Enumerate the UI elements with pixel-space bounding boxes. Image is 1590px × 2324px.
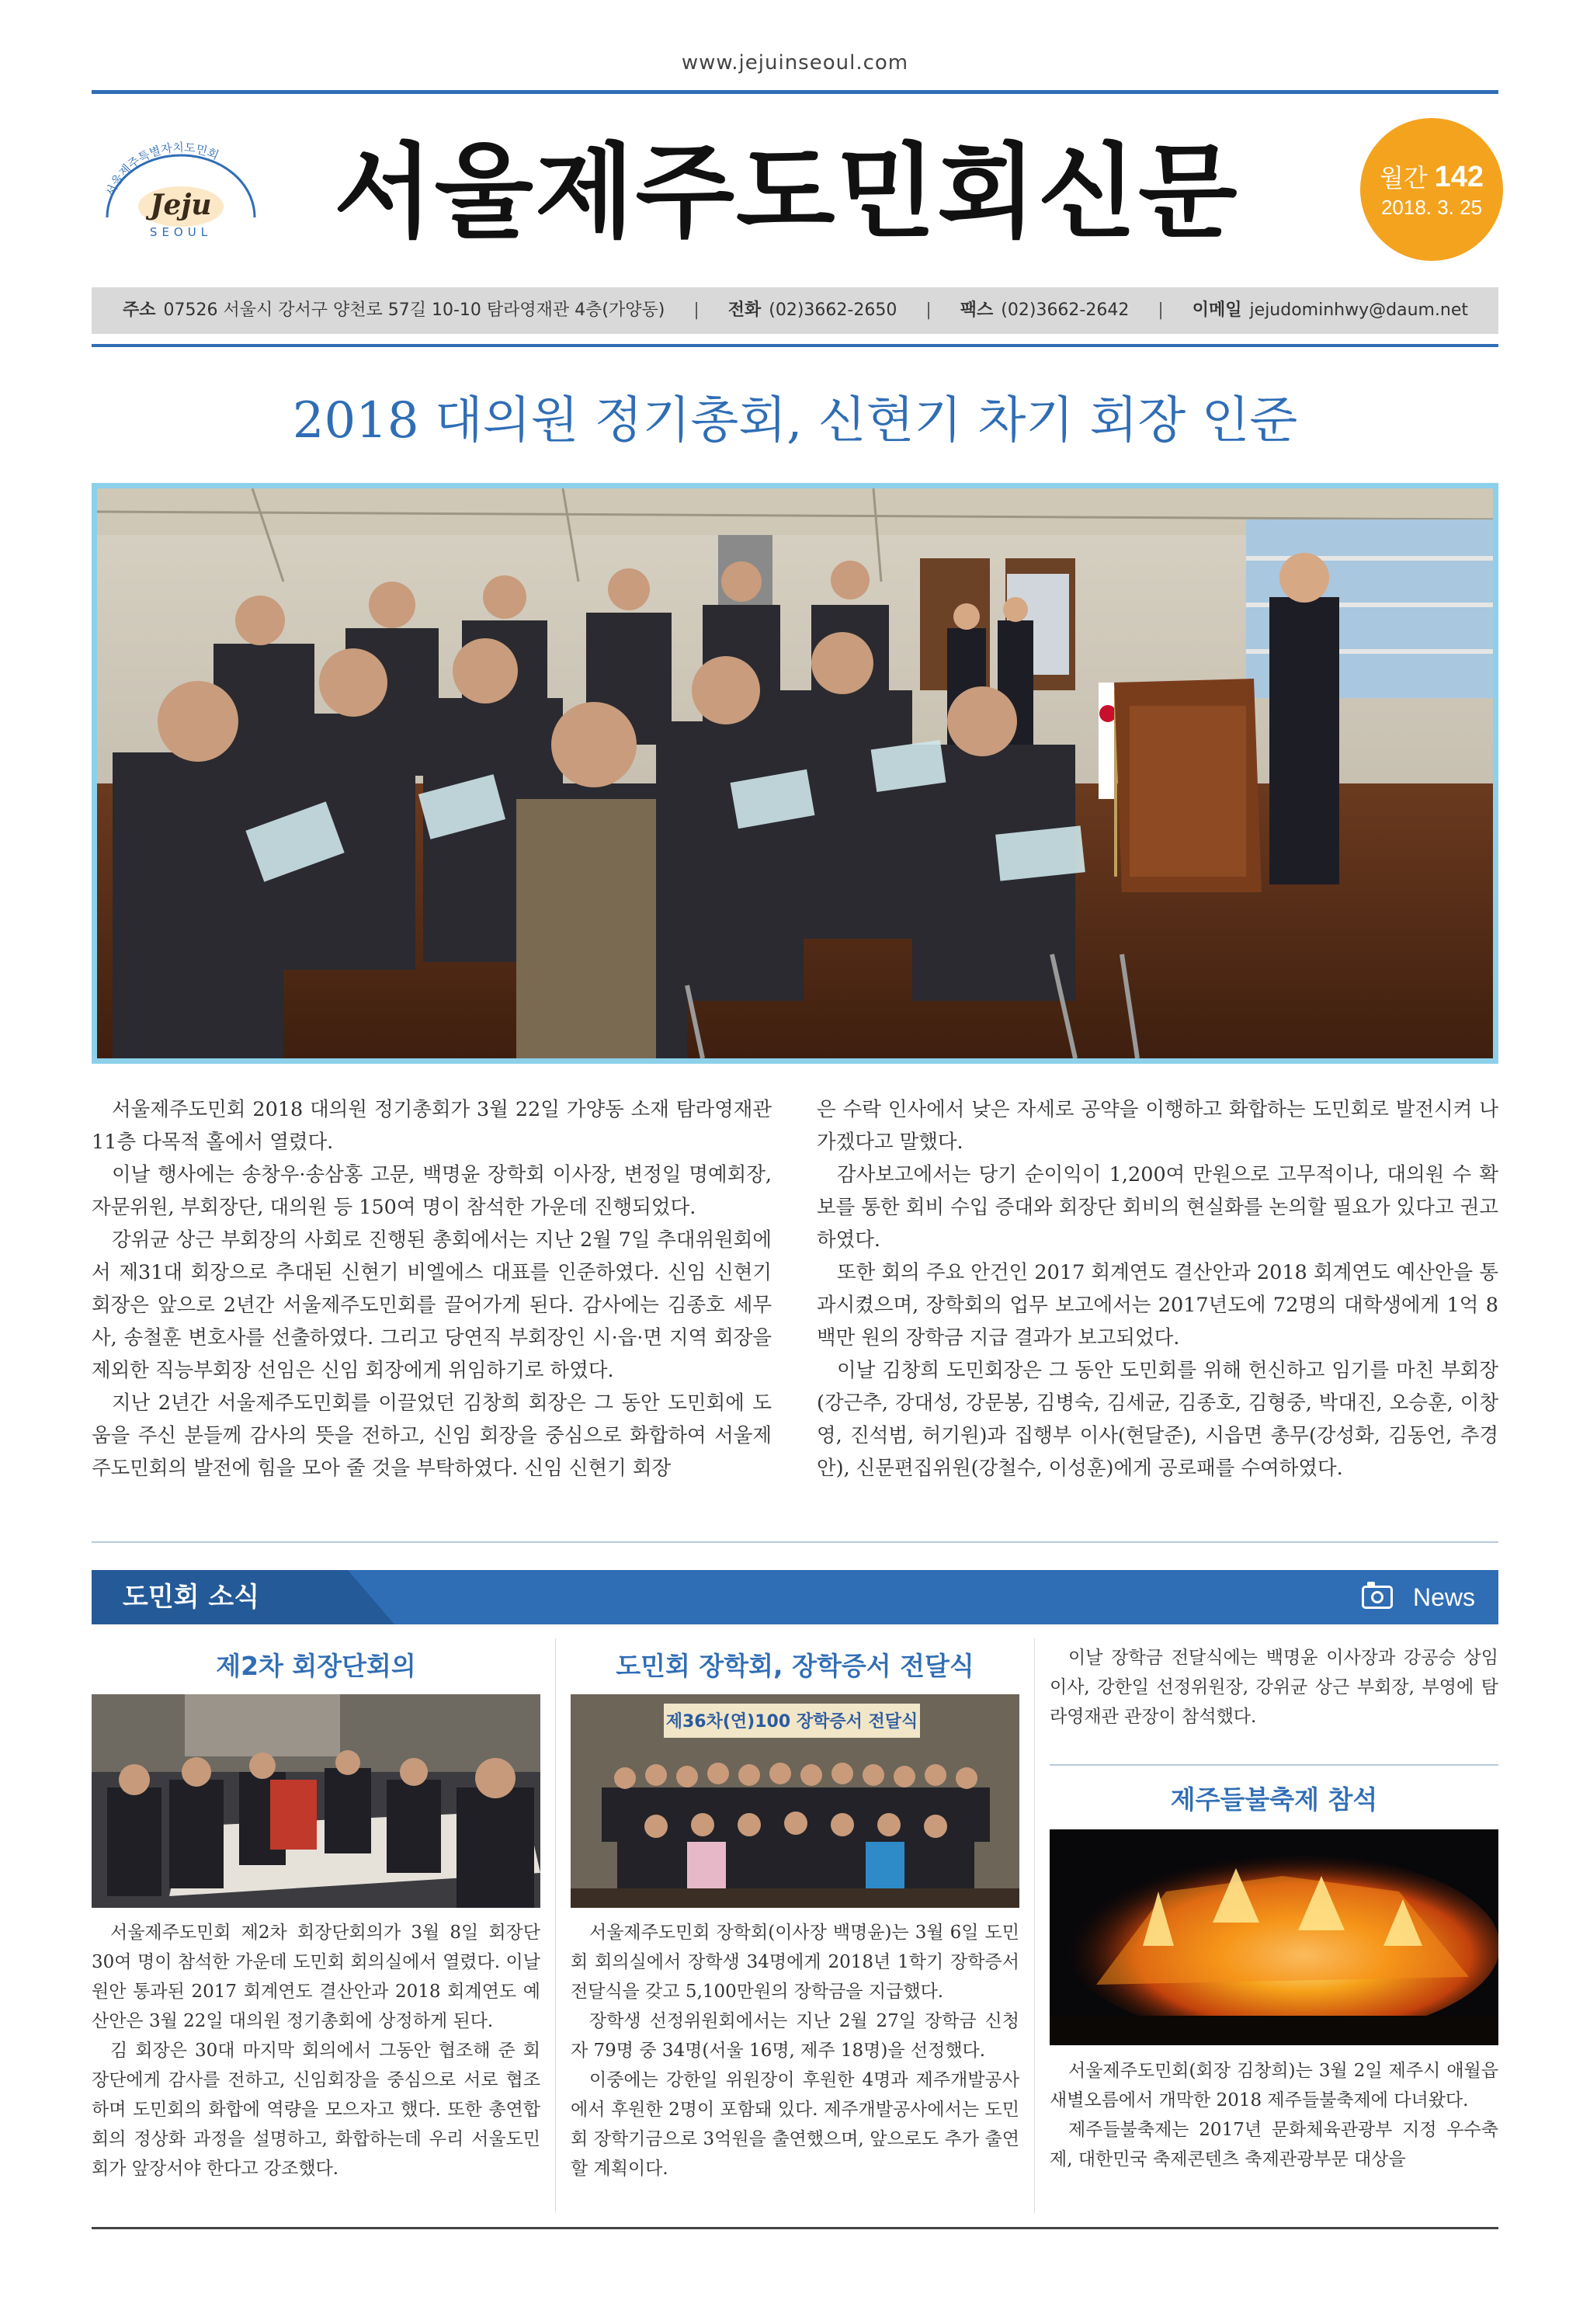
fax-label: 팩스 [960,300,994,320]
main-photo [92,483,1498,1064]
logo-wordmark: Jeju [150,189,212,221]
paragraph: 김 회장은 30대 마지막 회의에서 그동안 협조해 준 회장단에게 감사를 전하고, 신임회장을 중심으로 서로 협조하며 도민회의 화합에 역량을 모으자고 했다. 또한 총연합회의 정상화 과정을 설명하고, 화합하는데 우리 서울도민회가 앞장서야 한다고 강조했다. [92,2041,540,2179]
news-col3-body [1050,2056,1498,2174]
separator: | [693,300,700,320]
paragraph: 감사보고에서는 당기 순이익이 1,200여 만원으로 고무적이나, 대의원 수 확보를 통한 회비 수입 증대와 회장단 회비의 현실화를 논의할 필요가 있다고 권고하였다. [817,1163,1498,1252]
paragraph: 서울제주도민회 2018 대의원 정기총회가 3월 22일 가양동 소재 탐라영재관 11층 다목적 홀에서 열렸다. [92,1098,772,1154]
top-rule [92,90,1498,94]
issue-label: 월간 [1379,164,1428,192]
paragraph: 서울제주도민회 제2차 회장단회의가 3월 8일 회장단 30여 명이 참석한 가운데 도민회 회의실에서 열렸다. 이날 원안 통과된 2017 회계연도 결산안과 2018 회계연도 예산안은 3월 22일 대의원 정기총회에 상정하게 된다. [92,1923,540,2031]
paragraph: 서울제주도민회 장학회(이사장 백명윤)는 3월 6일 도민회 회의실에서 장학생 34명에게 2018년 1학기 장학증서 전달식을 갖고 5,100만원의 장학금을 지급했다. [571,1923,1019,2002]
news-col3-top [1050,1643,1498,1732]
logo-ring-text: 서울제주특별자치도민회 [102,140,221,199]
issue-number: 142 [1434,161,1484,193]
column-rule [1034,1638,1035,2213]
phone-value: (02)3662-2650 [769,300,897,320]
col3-divider [1050,1764,1498,1766]
news-col1-body [92,1918,540,2183]
paragraph: 장학생 선정위원회에서는 지난 2월 27일 장학금 신청자 79명 중 34명(서울 16명, 제주 18명)을 선정했다. [571,2011,1019,2061]
paragraph: 은 수락 인사에서 낮은 자세로 공약을 이행하고 화합하는 도민회로 발전시켜 나가겠다고 말했다. [817,1098,1498,1154]
paragraph: 서울제주도민회(회장 김창희)는 3월 2일 제주시 애월읍 새별오름에서 개막한 2018 제주들불축제에 다녀왔다. [1050,2061,1498,2110]
separator: | [1158,300,1164,320]
fire-festival-photo [1050,1829,1498,2045]
paragraph: 이날 행사에는 송창우·송삼홍 고문, 백명윤 장학회 이사장, 변정일 명예회장, 자문위원, 부회장단, 대의원 등 150여 명이 참석한 가운데 진행되었다. [92,1163,772,1219]
paragraph: 강위균 상근 부회장의 사회로 진행된 총회에서는 지난 2월 7일 추대위원회에서 제31대 회장으로 추대된 신현기 비엘에스 대표를 인준하였다. 신임 신현기 회장은 앞으로 2년간 서울제주도민회를 끌어가게 된다. 감사에는 김종호 세무사, 송철훈 변호사를 선출하였다. 그리고 당연직 부회장인 시·읍·면 지역 회장을 제외한 직능부회장 선임은 신임 회장에게 위임하기로 하였다. [92,1228,772,1382]
section-divider [92,1541,1498,1543]
news-section-bar [92,1570,1498,1624]
camera-icon [1362,1586,1393,1609]
news-label [1362,1570,1475,1624]
masthead-title: 서울제주도민회신문 [334,132,1239,252]
news-section-title: 도민회 소식 [123,1582,260,1613]
meeting-photo [92,1694,540,1908]
fax-value: (02)3662-2642 [1001,300,1130,320]
header-rule [92,344,1498,347]
separator: | [925,300,932,320]
headline: 2018 대의원 정기총회, 신현기 차기 회장 인준 [292,392,1298,450]
contact-bar [92,287,1498,334]
paragraph: 지난 2년간 서울제주도민회를 이끌었던 김창희 회장은 그 동안 도민회에 도움을 주신 분들께 감사의 뜻을 전하고, 신임 회장을 중심으로 화합하여 서울제주도민회의 발전에 힘을 모아 줄 것을 부탁하였다. 신임 신현기 회장 [92,1391,772,1480]
scholarship-photo [571,1694,1019,1908]
site-url: www.jejuinseoul.com [681,51,909,75]
column-rule [555,1638,556,2213]
address-label: 주소 [123,300,156,320]
article-column-right [817,1093,1498,1485]
paragraph: 제주들불축제는 2017년 문화체육관광부 지정 우수축제, 대한민국 축제콘텐츠 축제관광부문 대상을 [1050,2120,1498,2169]
issue-date: 2018. 3. 25 [1380,196,1483,219]
paragraph: 이날 장학금 전달식에는 백명윤 이사장과 강공승 상임이사, 강한일 선정위원장, 강위균 상근 부회장, 부영에 탐라영재관 관장이 참석했다. [1050,1648,1498,1727]
address-value: 07526 서울시 강서구 양천로 57길 10-10 탐라영재관 4층(가양동) [163,300,665,320]
phone-label: 전화 [727,300,762,320]
scholarship-banner-text: 제36차(연)100 장학증서 전달식 [665,1712,918,1732]
news-col1-heading: 제2차 회장단회의 [216,1651,416,1681]
issue-badge [1360,118,1503,261]
news-label-text: News [1412,1583,1475,1611]
email-value: jejudominhwy@daum.net [1249,300,1469,320]
paragraph: 이중에는 강한일 위원장이 후원한 4명과 제주개발공사에서 후원한 2명이 포함돼 있다. 제주개발공사에서는 도민회 장학기금으로 3억원을 출연했으며, 앞으로도 추가 출연할 계획이다. [571,2070,1019,2179]
news-col2-heading: 도민회 장학회, 장학증서 전달식 [616,1651,974,1681]
email-label: 이메일 [1192,300,1242,320]
logo [92,140,270,241]
paragraph: 또한 회의 주요 안건인 2017 회계연도 결산안과 2018 회계연도 예산안을 통과시켰으며, 장학회의 업무 보고에서는 2017년도에 72명의 대학생에게 1억 8백만 원의 장학금 지급 결과가 보고되었다. [817,1261,1498,1350]
paragraph: 이날 김창희 도민회장은 그 동안 도민회를 위해 헌신하고 임기를 마친 부회장(강근추, 강대성, 강문봉, 김병숙, 김세균, 김종호, 김형중, 박대진, 오승훈, 이창영, 진석범, 허기원)과 집행부 이사(현달준), 시읍면 총무(강성화, 김동언, 추경안), 신문편집위원(강철수, 이성훈)에게 공로패를 수여하였다. [817,1359,1498,1480]
article-column-left [92,1093,772,1485]
news-col3-heading: 제주들불축제 참석 [1170,1784,1378,1815]
news-col2-body [571,1918,1019,2183]
logo-sub: SEOUL [149,225,213,239]
bottom-rule [92,2227,1498,2229]
